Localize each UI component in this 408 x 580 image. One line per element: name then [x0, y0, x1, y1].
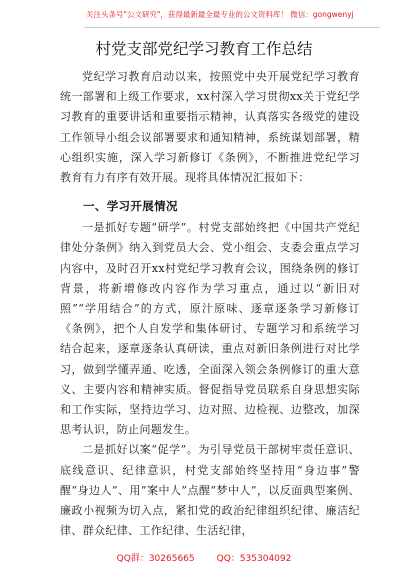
document-title: 村党支部党纪学习教育工作总结 [95, 40, 313, 58]
section-paragraph-research: 一是抓好专题“研学”。村党支部始终把《中国共产党纪律处分条例》纳入到党员大会、党小组会、支委会重点学习内容中，及时召开xx村党纪学习教育会议，围绕条例的修订背景，将新增修改内容作为学习重点，通过以“新旧对照”“学用结合”的方式，原汁原味、逐章逐条学习新修订《条例》，把个人自发学和集体研讨、专题学习和系统学习结合起来，逐章逐条认真研读，重点对新旧条例进行对比学习，做到学懂弄通、吃透，全面深入领会条例修订的重大意义、主要内容和精神实质。督促指导党员联系自身思想实际和工作实际，坚持边学习、边对照、边检视、边整改，加深思考认识，防止问题发生。 [60, 221, 360, 437]
footer-contact [0, 552, 408, 566]
header-banner: 关注头条号"公文研究"，获得最新最全最专业的公文资料库！ 微信：gongwenyj [86, 10, 354, 19]
section-paragraph-case-study: 二是抓好以案“促学”。为引导党员干部树牢责任意识、底线意识、纪律意识，村党支部始终坚持用“身边事”警醒“身边人”、用“案中人”点醒“梦中人”，以反面典型案例、廉政小视频为切入点，紧扣党的政治纪律组织纪律、廉洁纪律、群众纪律、工作纪律、生活纪律， [60, 443, 360, 538]
footer-qq: QQ：535304092 [216, 554, 292, 564]
footer-qq-group: QQ群：30265665 [116, 554, 195, 564]
document-body [60, 67, 360, 541]
section-heading-study: 一、学习开展情况 [83, 199, 178, 214]
intro-paragraph: 党纪学习教育启动以来，按照党中央开展党纪学习教育统一部署和上级工作要求，xx村深入学习贯彻xx关于党纪学习教育的重要讲话和重要指示精神，认真落实各级党的建设工作领导小组会议部署要求和通知精神，系统谋划部署，精心组织实施，深入学习新修订《条例》，不断推进党纪学习教育有力有序有效开展。现将具体情况汇报如下： [60, 70, 360, 185]
header-divider [84, 27, 380, 28]
